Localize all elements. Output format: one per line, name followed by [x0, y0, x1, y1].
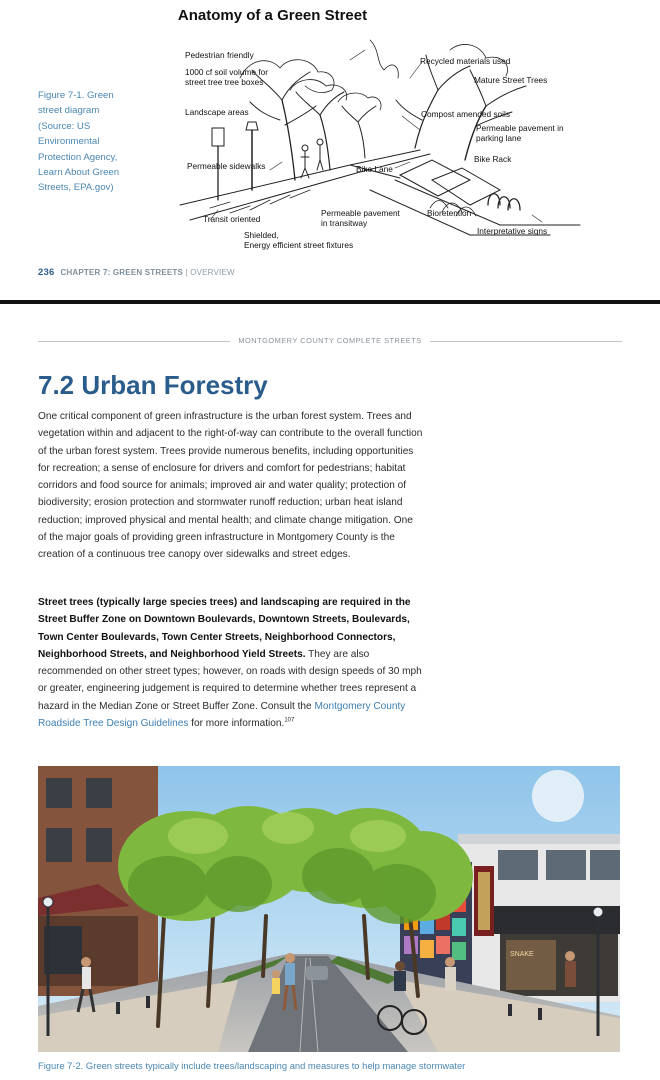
running-header: [0, 336, 660, 345]
footer-section: | OVERVIEW: [185, 268, 235, 277]
label-pedestrian: Pedestrian friendly: [185, 50, 254, 60]
roadside-tree-guidelines-link[interactable]: Montgomery County Roadside Tree Design Guidelines: [38, 700, 406, 730]
label-transitway-1: Permeable pavement: [321, 208, 400, 218]
street-trees-requirement: Street trees (typically large species trees) and landscaping are required in the Street Buffer Zone on Downtown Boulevards, Downtown Streets, Boulevards, Town Center Boulevards, Town Center Streets, Neighborhood Connectors, Neighborhood Streets, and Neighborhood Yield Streets.: [38, 597, 411, 660]
label-bike-rack: Bike Rack: [474, 154, 512, 164]
footer-chapter: CHAPTER 7: GREEN STREETS: [60, 268, 184, 277]
page-footer: [38, 267, 235, 278]
label-compost: Compost amended soils: [421, 109, 511, 119]
label-interpretive-signs: Interpretative signs: [477, 226, 548, 236]
label-permeable-sidewalks: Permeable sidewalks: [187, 161, 266, 171]
label-shielded-1: Shielded,: [244, 230, 279, 240]
top-page: [0, 0, 660, 300]
label-parking-1: Permeable pavement in: [476, 123, 564, 133]
figure-7-1-caption: Figure 7-1. Green street diagram (Source: US Environmental Protection Agency, Learn About Green Streets, EPA.gov): [38, 90, 120, 194]
label-recycled: Recycled materials used: [420, 56, 511, 66]
label-transitway-2: in transitway: [321, 218, 368, 228]
paragraph-urban-forest: One critical component of green infrastructure is the urban forest system. Trees and vegetation within and adjacent to the right-of-way can contribute to the overall function of the urban forest system. Trees provide numerous benefits, including opportunities for recreation; a sense of enclosure for drivers and comfort for pedestrians; habitat corridors and food source for animals; improved air and water quality; protection of biodiversity; erosion protection and stormwater runoff reduction; urban heat island reduction; improved physical and mental health; and climate change mitigation. One of the major goals of providing green infrastructure in Montgomery County is the creation of a continuous tree canopy over sidewalks and street edges.: [38, 411, 423, 561]
figure-7-2-caption: Figure 7-2. Green streets typically include trees/landscaping and measures to help manage stormwater: [38, 1060, 466, 1071]
label-soil-volume-1: 1000 cf soil volume for: [185, 67, 269, 77]
label-mature-trees: Mature Street Trees: [474, 75, 548, 85]
footnote-marker: 107: [284, 717, 295, 724]
green-street-photo: [38, 766, 620, 1052]
section-title: 7.2 Urban Forestry: [38, 370, 268, 400]
bottom-page: [0, 304, 660, 1080]
running-header-text: MONTGOMERY COUNTY COMPLETE STREETS: [230, 336, 429, 345]
label-bike-lane: Bike Lane: [356, 164, 393, 174]
street-trees-text-end: for more information.: [188, 718, 285, 730]
label-transit: Transit oriented: [203, 214, 261, 224]
street-trees-text: They are also recommended on other street types; however, on roads with design speeds of 30 mph or greater, engineering judgement is required to determine whether trees represent a hazard in the Median Zone or Street Buffer Zone. Consult the: [38, 648, 422, 712]
label-soil-volume-2: street tree tree boxes: [185, 77, 264, 87]
diagram-title: Anatomy of a Green Street: [177, 7, 368, 24]
label-landscape: Landscape areas: [185, 107, 249, 117]
page-number: 236: [38, 267, 55, 278]
label-shielded-2: Energy efficient street fixtures: [244, 240, 354, 250]
label-bioretention: Bioretention: [427, 208, 472, 218]
photo-sign-text: SNAKE: [510, 951, 534, 958]
paragraph-street-trees: [38, 594, 423, 732]
label-parking-2: parking lane: [476, 133, 522, 143]
